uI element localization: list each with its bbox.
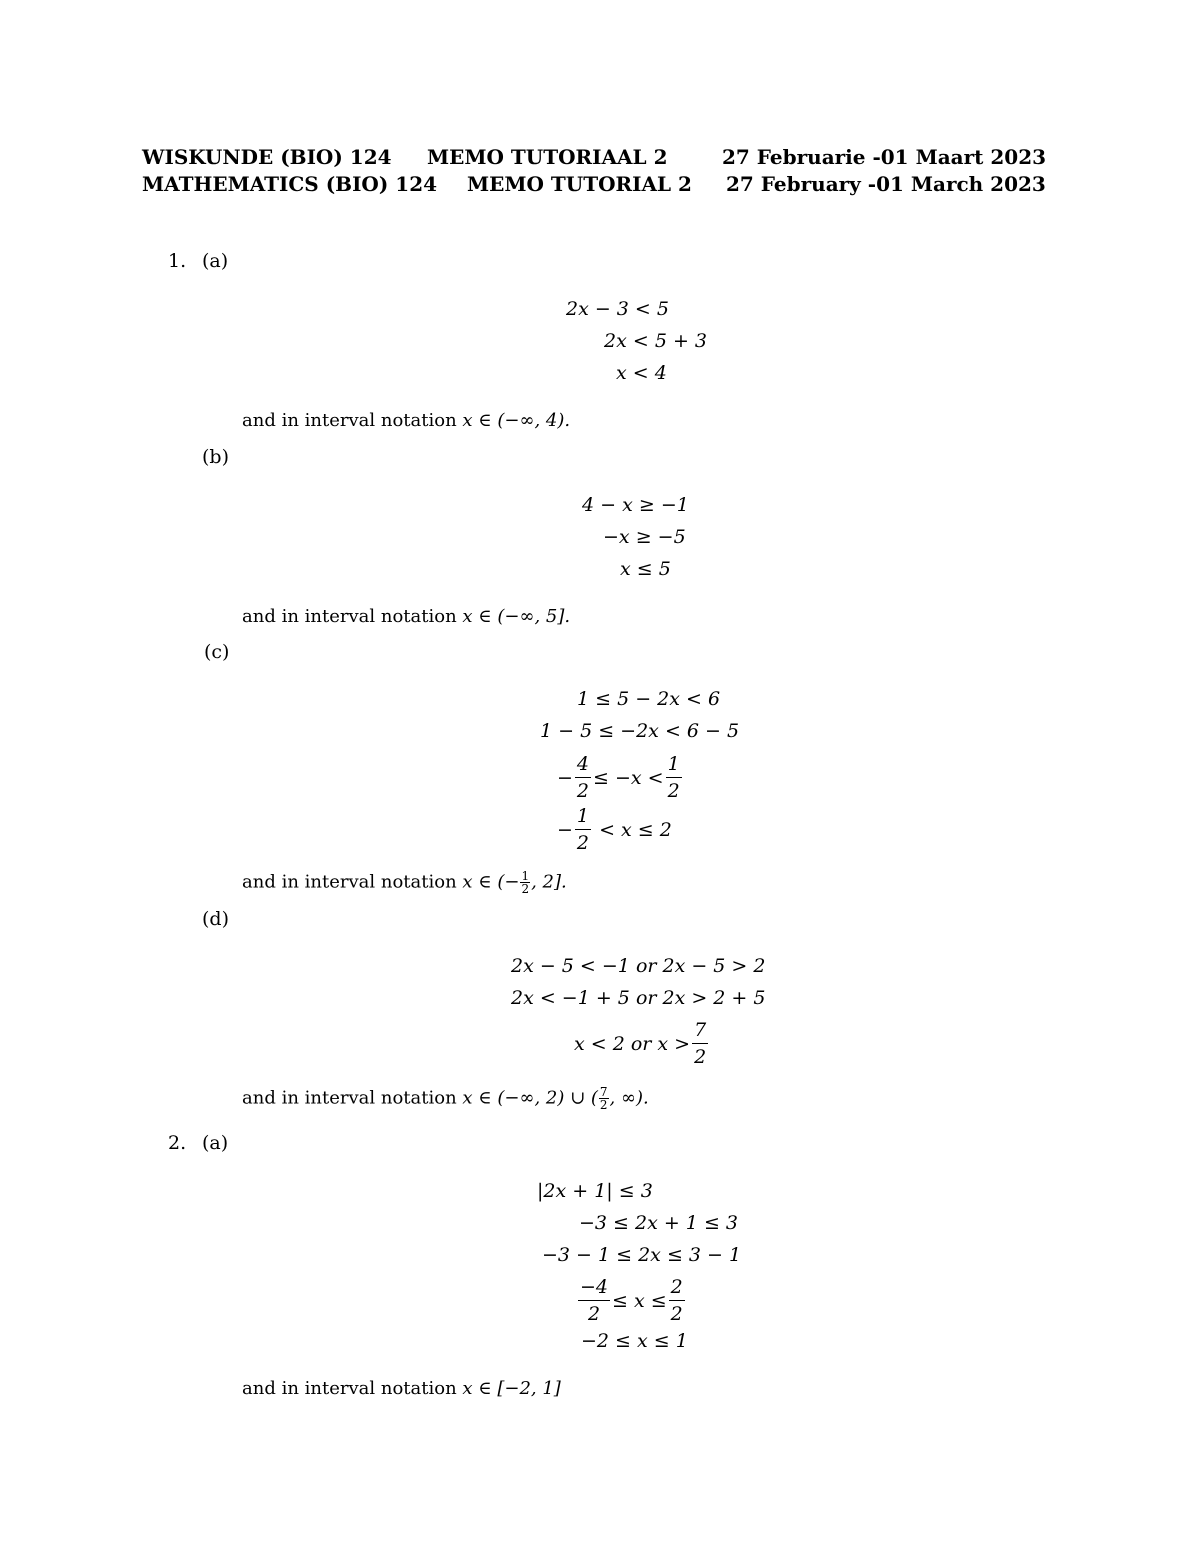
header-dates-af: 27 Februarie -01 Maart 2023 xyxy=(722,145,1047,169)
eq-1a-line-2: 2x < 5 + 3 xyxy=(604,330,707,352)
answer-1d: and in interval notation x ∈ (−∞, 2) ∪ ( $\frac{7}{2}$ , ∞). xyxy=(242,1085,649,1112)
answer-2a: and in interval notation x ∈ [−2, 1] xyxy=(242,1378,561,1399)
eq-1b-line-2: −x ≥ −5 xyxy=(603,526,686,548)
header-memo-en: MEMO TUTORIAL 2 xyxy=(467,172,692,196)
fraction-1-over-2: $\frac{1}{2}$ xyxy=(576,805,590,854)
question-1-number: 1. xyxy=(168,250,187,272)
eq-1d-line-3: x < 2 or x > $\frac{7}{2}$ xyxy=(574,1019,707,1068)
eq-1a-line-1: 2x − 3 < 5 xyxy=(566,298,669,320)
answer-1b: and in interval notation x ∈ (−∞, 5]. xyxy=(242,606,571,627)
part-1c-label: (c) xyxy=(204,641,230,663)
eq-2a-line-4: $\frac{-4}{2}$ ≤ x ≤ $\frac{2}{2}$ xyxy=(580,1276,683,1325)
part-2a-label: (a) xyxy=(202,1132,229,1154)
header-memo-af: MEMO TUTORIAAL 2 xyxy=(427,145,668,169)
part-1a-label: (a) xyxy=(202,250,229,272)
answer-1c: and in interval notation x ∈ (− $\frac{1}{2}$ , 2]. xyxy=(242,869,567,896)
eq-1c-line-2: 1 − 5 ≤ −2x < 6 − 5 xyxy=(540,720,740,742)
fraction-4-over-2: $\frac{4}{2}$ xyxy=(576,753,590,802)
eq-2a-line-5: −2 ≤ x ≤ 1 xyxy=(581,1330,688,1352)
eq-1a-line-3: x < 4 xyxy=(616,362,667,384)
eq-1c-line-4: − $\frac{1}{2}$ < x ≤ 2 xyxy=(557,805,672,854)
eq-1b-line-3: x ≤ 5 xyxy=(620,558,671,580)
small-fraction: $\frac{1}{2}$ xyxy=(521,869,530,896)
header-course-en: MATHEMATICS (BIO) 124 xyxy=(142,172,438,196)
eq-1d-line-1: 2x − 5 < −1 or 2x − 5 > 2 xyxy=(511,955,766,977)
eq-1c-line-3: − $\frac{4}{2}$ ≤ −x < $\frac{1}{2}$ xyxy=(557,753,680,802)
question-2-number: 2. xyxy=(168,1132,187,1154)
eq-2a-line-2: −3 ≤ 2x + 1 ≤ 3 xyxy=(579,1212,738,1234)
header-dates-en: 27 February -01 March 2023 xyxy=(726,172,1046,196)
part-1d-label: (d) xyxy=(202,908,229,930)
eq-1d-line-2: 2x < −1 + 5 or 2x > 2 + 5 xyxy=(511,987,766,1009)
eq-2a-line-1: |2x + 1| ≤ 3 xyxy=(537,1180,653,1202)
header-course-af: WISKUNDE (BIO) 124 xyxy=(142,145,392,169)
fraction-7-over-2: $\frac{7}{2}$ xyxy=(694,1019,707,1068)
answer-1a: and in interval notation x ∈ (−∞, 4). xyxy=(242,410,571,431)
fraction-2-over-2: $\frac{2}{2}$ xyxy=(670,1276,683,1325)
fraction-neg4-over-2: $\frac{-4}{2}$ xyxy=(580,1276,609,1325)
eq-2a-line-3: −3 − 1 ≤ 2x ≤ 3 − 1 xyxy=(542,1244,742,1266)
fraction-1-over-2: $\frac{1}{2}$ xyxy=(667,753,680,802)
part-1b-label: (b) xyxy=(202,446,229,468)
eq-1c-line-1: 1 ≤ 5 − 2x < 6 xyxy=(577,688,721,710)
small-fraction: $\frac{7}{2}$ xyxy=(599,1085,608,1112)
eq-1b-line-1: 4 − x ≥ −1 xyxy=(582,494,689,516)
